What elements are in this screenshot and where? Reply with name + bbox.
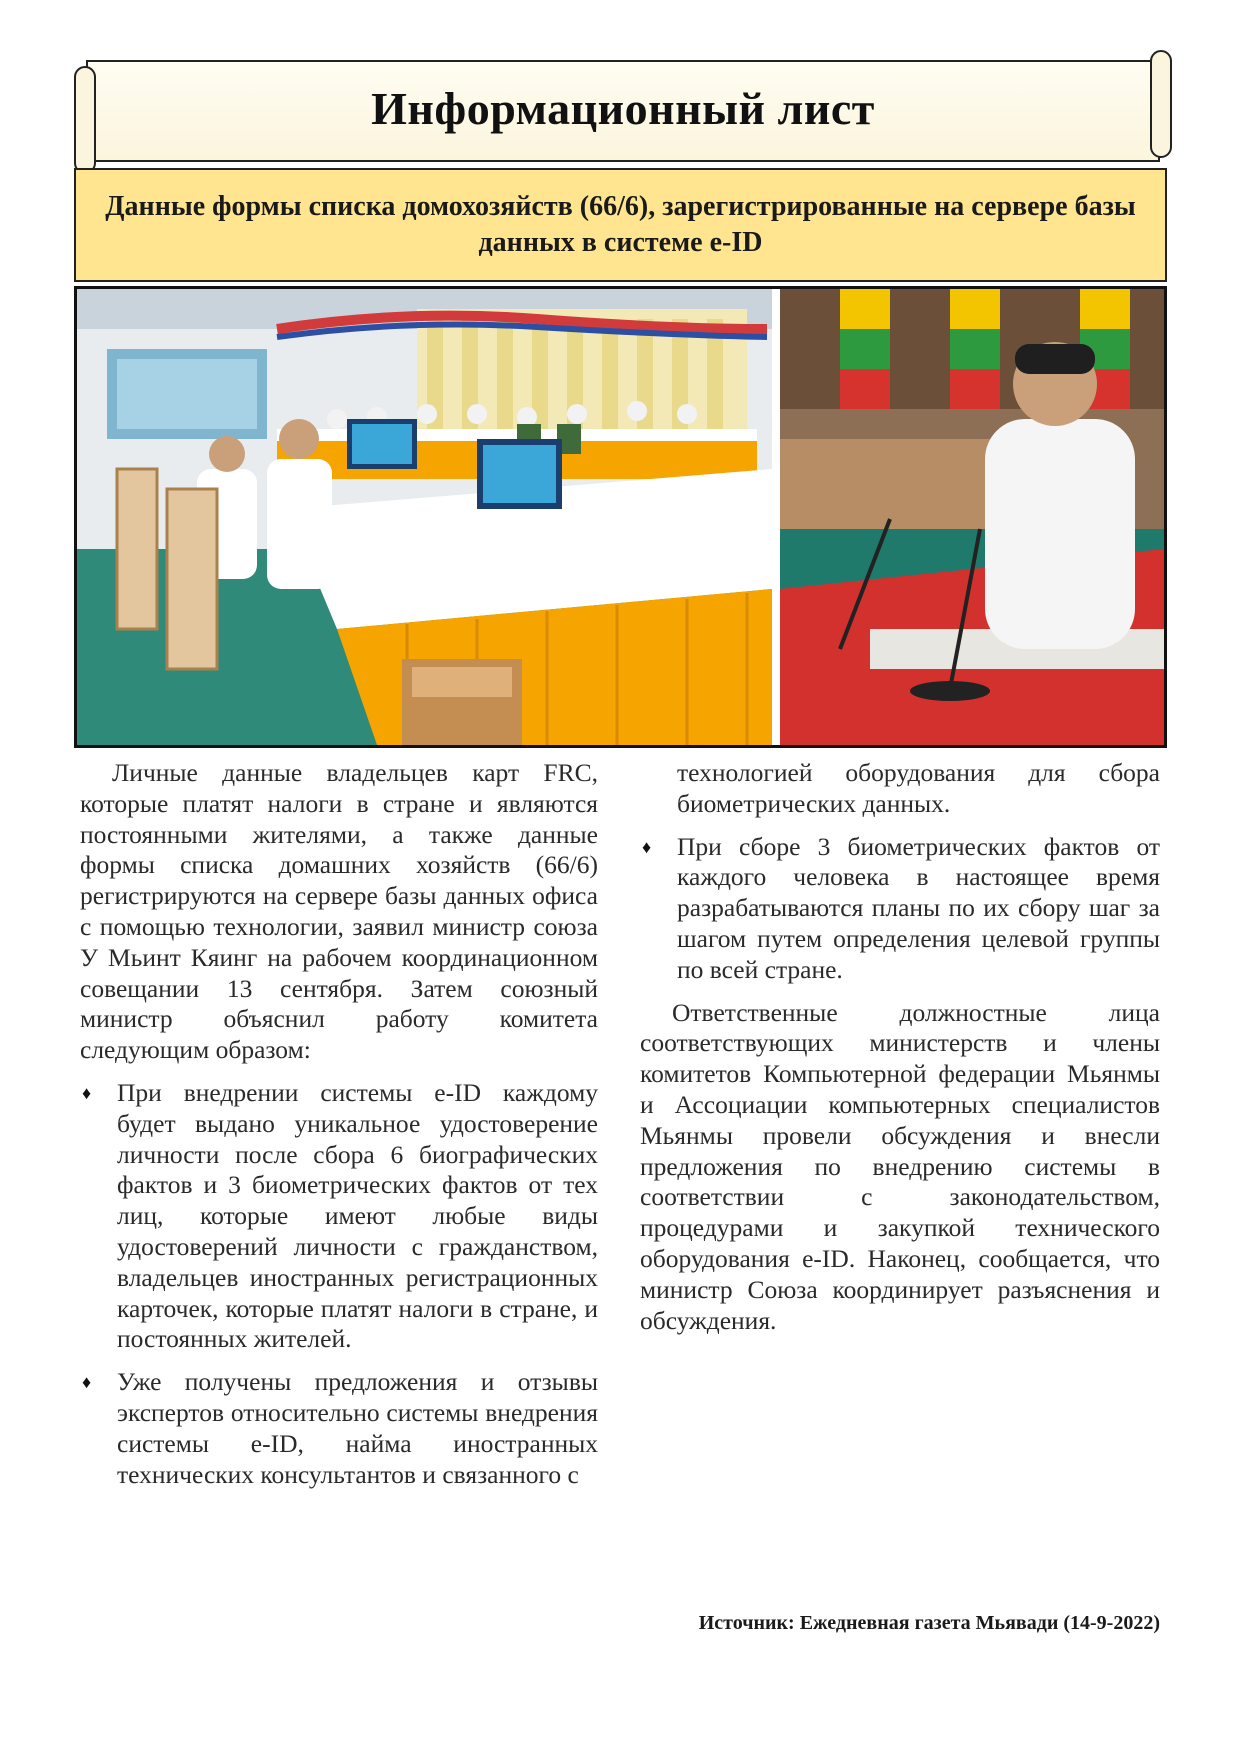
speaker-at-podium-photo [780,289,1164,745]
page-subtitle: Данные формы списка домохозяйств (66/6), зарегистрированные на сервере базы данных в системе e-ID [105,191,1136,258]
title-banner [86,60,1160,162]
intro-paragraph: Личные данные владельцев карт FRC, которые платят налоги в стране и являются постоянными жителями, а также данные формы списка домашних хозяйств (66/6) регистрируются на сервере базы данных офиса с помощью технологии, заявил министр союза У Мьинт Кяинг на рабочем координационном совещании 13 сентября. Затем союзный министр объяснил работу комитета следующим образом: [80,758,598,1065]
article-column-right [640,758,1160,1348]
page-title: Информационный лист [371,83,875,134]
closing-paragraph: Ответственные должностные лица соответствующих министерств и члены комитетов Компьютерной федерации Мьянмы и Ассоциации компьютерных специалистов Мьянмы провели обсуждения и внесли предложения по внедрению системы в соответствии с законодательством, процедурами и закупкой технического оборудования e-ID. Наконец, сообщается, что министр Союза координирует разъяснения и обсуждения. [640,997,1160,1335]
subtitle-box [74,168,1167,282]
photo-panel [74,286,1167,748]
bullet-item-3-text: При сборе 3 биометрических фактов от каждого человека в настоящее время разрабатываются планы по их сбору шаг за шагом путем определения целевой группы по всей стране. [677,831,1160,984]
meeting-hall-photo [77,289,772,745]
bullet-item-2-text: Уже получены предложения и отзывы экспертов относительно системы внедрения системы e-ID, найма иностранных технических консультантов и связанного с [117,1367,598,1489]
bullet-item-2-continued: технологией оборудования для сбора биометрических данных. [677,758,1160,818]
bullet-item-1-text: При внедрении системы e-ID каждому будет выдано уникальное удостоверение личности после сбора 6 биографических фактов и 3 биометрических фактов от тех лиц, которые имеют любые виды удостоверений личности с гражданством, владельцев иностранных регистрационных карточек, которые платят налоги в стране, и постоянных жителей. [117,1077,598,1354]
diamond-bullet-icon: ♦ [82,1082,92,1103]
source-citation: Источник: Ежедневная газета Мьявади (14-9-2022) [698,1612,1160,1634]
diamond-bullet-icon: ♦ [642,836,652,857]
article-column-left [80,758,598,1490]
bullet-item-3 [640,832,1160,986]
bullet-item-1 [80,1078,598,1355]
diamond-bullet-icon: ♦ [82,1372,92,1393]
bullet-item-2 [80,1367,598,1490]
